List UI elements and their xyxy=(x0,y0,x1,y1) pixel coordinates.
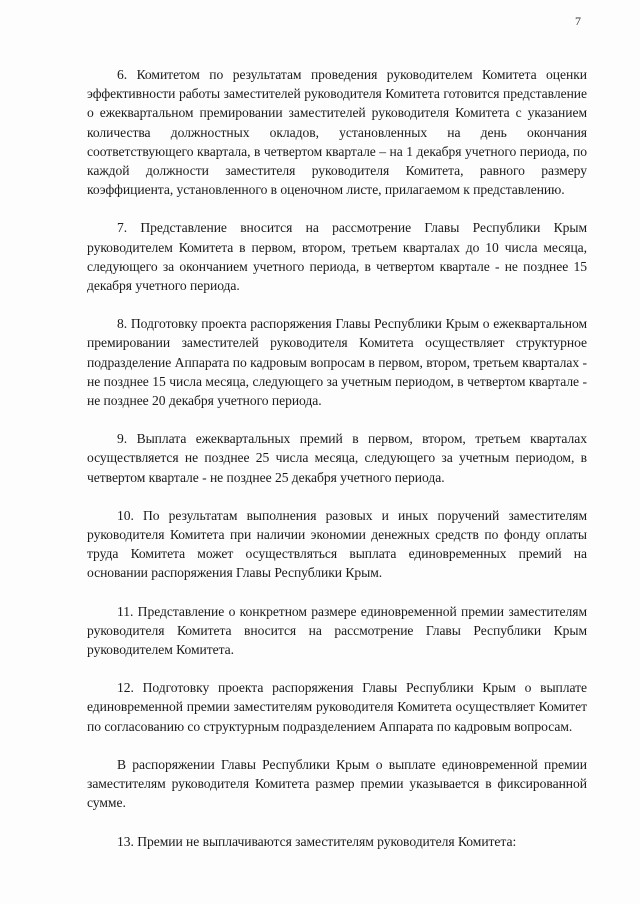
document-body xyxy=(87,65,587,870)
paragraph-11: 11. Представление о конкретном размере единовременной премии заместителям руководителя Комитета вносится на рассмотрение Главы Республики Крым руководителем Комитета. xyxy=(87,603,587,658)
paragraph-6: 6. Комитетом по результатам проведения руководителем Комитета оценки эффективности работы заместителей руководителя Комитета готовится представление о ежеквартальном премировании заместителей руководителя Комитета с указанием количества должностных окладов, установленных на день окончания соответствующего квартала, в четвертом квартале – на 1 декабря учетного периода, по каждой должности заместителя руководителя Комитета, равного размеру коэффициента, установленного в оценочном листе, прилагаемом к представлению. xyxy=(87,67,587,198)
paragraph-12: 12. Подготовку проекта распоряжения Главы Республики Крым о выплате единовременной премии заместителям руководителя Комитета осуществляет Комитет по согласованию со структурным подразделением Аппарата по кадровым вопросам. xyxy=(87,680,587,734)
page-number: 7 xyxy=(575,14,581,28)
paragraph-10: 10. По результатам выполнения разовых и иных поручений заместителям руководителя Комитета при наличии экономии денежных средств по фонду оплаты труда Комитета может осуществляться выплата единовременных премий на основании распоряжения Главы Республики Крым. xyxy=(87,507,587,581)
paragraph-8: 8. Подготовку проекта распоряжения Главы Республики Крым о ежеквартальном премировании заместителей руководителя Комитета осуществляет структурное подразделение Аппарата по кадровым вопросам в первом, втором, третьем кварталах - не позднее 15 числа месяца, следующего за учетным периодом, в четвертом квартале - не позднее 20 декабря учетного периода. xyxy=(87,316,587,409)
paragraph-7: 7. Представление вносится на рассмотрение Главы Республики Крым руководителем Комитета в первом, втором, третьем кварталах до 10 числа месяца, следующего за окончанием учетного периода, в четвертом квартале - не позднее 15 декабря учетного периода. xyxy=(87,220,587,294)
paragraph-13: 13. Премии не выплачиваются заместителям руководителя Комитета: xyxy=(117,833,517,849)
paragraph-12-note: В распоряжении Главы Республики Крым о выплате единовременной премии заместителям руководителя Комитета размер премии указывается в фиксированной сумме. xyxy=(87,756,587,811)
paragraph-9: 9. Выплата ежеквартальных премий в первом, втором, третьем кварталах осуществляется не позднее 25 числа месяца, следующего за учетным периодом, в четвертом квартале - не позднее 25 декабря учетного периода. xyxy=(87,431,587,485)
